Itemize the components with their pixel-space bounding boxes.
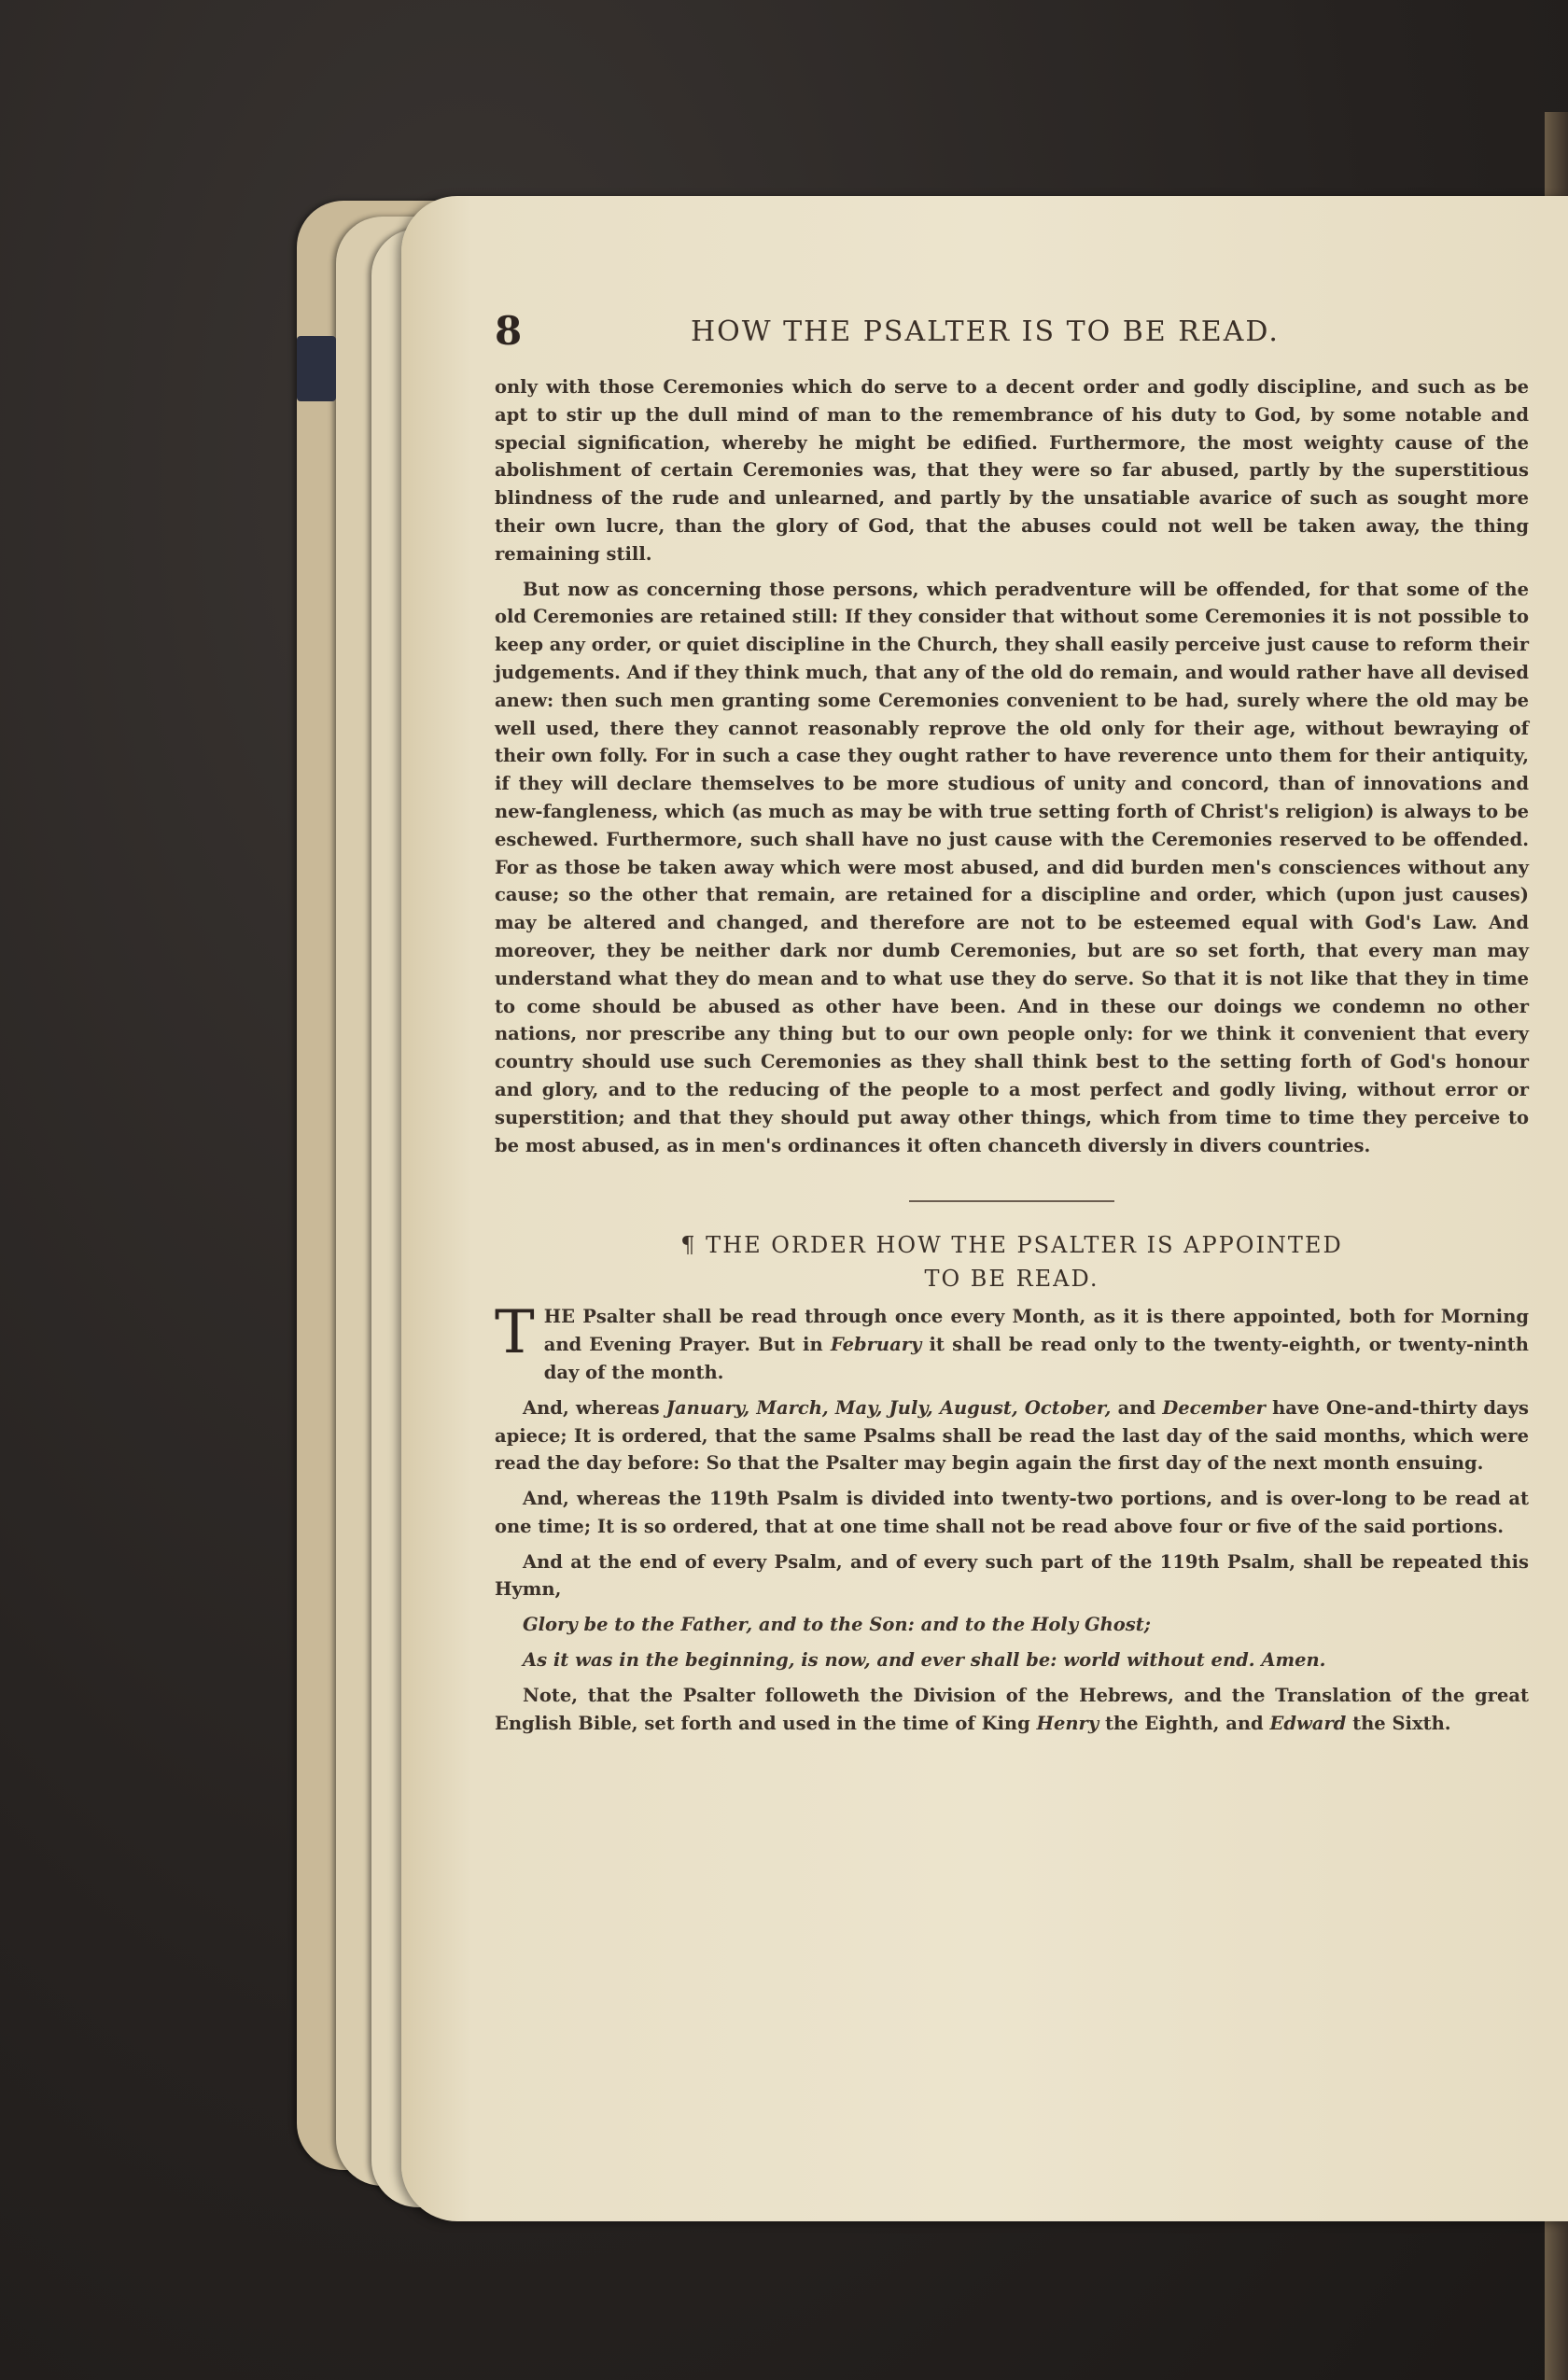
section-title-line-1: ¶ THE ORDER HOW THE PSALTER IS APPOINTED bbox=[680, 1232, 1343, 1259]
section-title bbox=[495, 1228, 1529, 1295]
order-p1-text: HE Psalter shall be read through once every Month, as it is there appointed, both for Morning and Evening Prayer. But in bbox=[543, 1306, 1529, 1356]
section-divider bbox=[909, 1200, 1114, 1202]
running-head bbox=[495, 308, 1529, 357]
order-p2-end: have One-and-thirty days apiece; It is ordered, that the same Psalms shall be read the last day of the said months, which were read the day before: So that the Psalter may begin again the first day of the next month ensuing. bbox=[495, 1396, 1529, 1475]
intro-paragraph-1: only with those Ceremonies which do serve to a decent order and godly discipline, and such as be apt to stir up the dull mind of man to the remembrance of his duty to God, by some notable and special signification, whereby he might be edified. Furthermore, the most weighty cause of the abolishment of certain Ceremonies was, that they were so far abused, partly by the superstitious blindness of the rude and unlearned, and partly by the unsatiable avarice of such as sought more their own lucre, than the glory of God, that the abuses could not well be taken away, the thing remaining still. bbox=[495, 376, 1529, 565]
page-number: 8 bbox=[495, 308, 523, 354]
order-p2-and: and bbox=[1117, 1396, 1156, 1419]
order-paragraph-4: And at the end of every Psalm, and of every such part of the 119th Psalm, shall be repeated this Hymn, bbox=[495, 1550, 1529, 1601]
intro-paragraph-2: But now as concerning those persons, which peradventure will be offended, for that some of the old Ceremonies are retained still: If they consider that without some Ceremonies it is not possible to keep any order, or quiet discipline in the Church, they shall easily perceive just cause to reform their judgements. And if they think much, that any of the old do remain, and would rather have all devised anew: then such men granting some Ceremonies convenient to be had, surely where the old may be well used, there they cannot reasonably reprove the old only for their age, without bewraying of their own folly. For in such a case they ought rather to have reverence unto them for their antiquity, if they will declare themselves to be more studious of unity and concord, than of innovations and new-fangleness, which (as much as may be with true setting forth of Christ's religion) is always to be eschewed. Furthermore, such shall have no just cause with the Ceremonies reserved to be offended. For as those be taken away which were most abused, and did burden men's consciences without any cause; so the other that remain, are retained for a discipline and order, which (upon just causes) may be altered and changed, and therefore are not to be esteemed equal with God's Law. And moreover, they be neither dark nor dumb Ceremonies, but are so set forth, that every man may understand what they do mean and to what use they do serve. So that it is not like that they in time to come should be abused as other have been. And in these our doings we condemn no other nations, nor prescribe any thing but to our own people only: for we think it convenient that every country should use such Ceremonies as they shall think best to the setting forth of God's honour and glory, and to the reducing of the people to a most perfect and godly living, without error or superstition; and that they should put away other things, which from time to time they perceive to be most abused, as in men's ordinances it often chanceth diversly in divers countries. bbox=[495, 578, 1529, 1156]
order-p2-start: And, whereas bbox=[523, 1396, 660, 1419]
drop-cap: T bbox=[495, 1298, 535, 1368]
running-head-title: HOW THE PSALTER IS TO BE READ. bbox=[691, 315, 1280, 348]
months-list: January, March, May, July, August, October, bbox=[665, 1396, 1112, 1419]
order-paragraph-3: And, whereas the 119th Psalm is divided into twenty-two portions, and is over-long to be read at one time; It is so ordered, that at one time shall not be read above four or five of the said portions. bbox=[495, 1488, 1529, 1537]
section-title-line-2: TO BE READ. bbox=[924, 1266, 1099, 1293]
order-paragraph-1 bbox=[495, 1298, 1529, 1386]
february-word: February bbox=[830, 1334, 922, 1356]
note-end: the Sixth. bbox=[1352, 1712, 1451, 1734]
henry-word: Henry bbox=[1036, 1712, 1099, 1734]
page-content bbox=[495, 308, 1529, 1737]
bookmark-ribbon bbox=[297, 336, 336, 401]
hymn-line-1: Glory be to the Father, and to the Son: and to the Holy Ghost; bbox=[523, 1614, 1151, 1636]
note-start: Note, that the Psalter followeth the Division of the Hebrews, and the Translation of the great English Bible, set forth and used in the time of King bbox=[495, 1684, 1529, 1734]
note-paragraph bbox=[495, 1682, 1529, 1738]
note-mid: the Eighth, and bbox=[1104, 1712, 1264, 1734]
edward-word: Edward bbox=[1269, 1712, 1347, 1734]
order-p1-end: it shall be read only to the twenty-eighth, or twenty-ninth day of the month. bbox=[543, 1334, 1529, 1383]
hymn-line-2: As it was in the beginning, is now, and ever shall be: world without end. Amen. bbox=[523, 1649, 1326, 1672]
order-paragraph-2 bbox=[495, 1394, 1529, 1477]
december-word: December bbox=[1162, 1396, 1266, 1419]
